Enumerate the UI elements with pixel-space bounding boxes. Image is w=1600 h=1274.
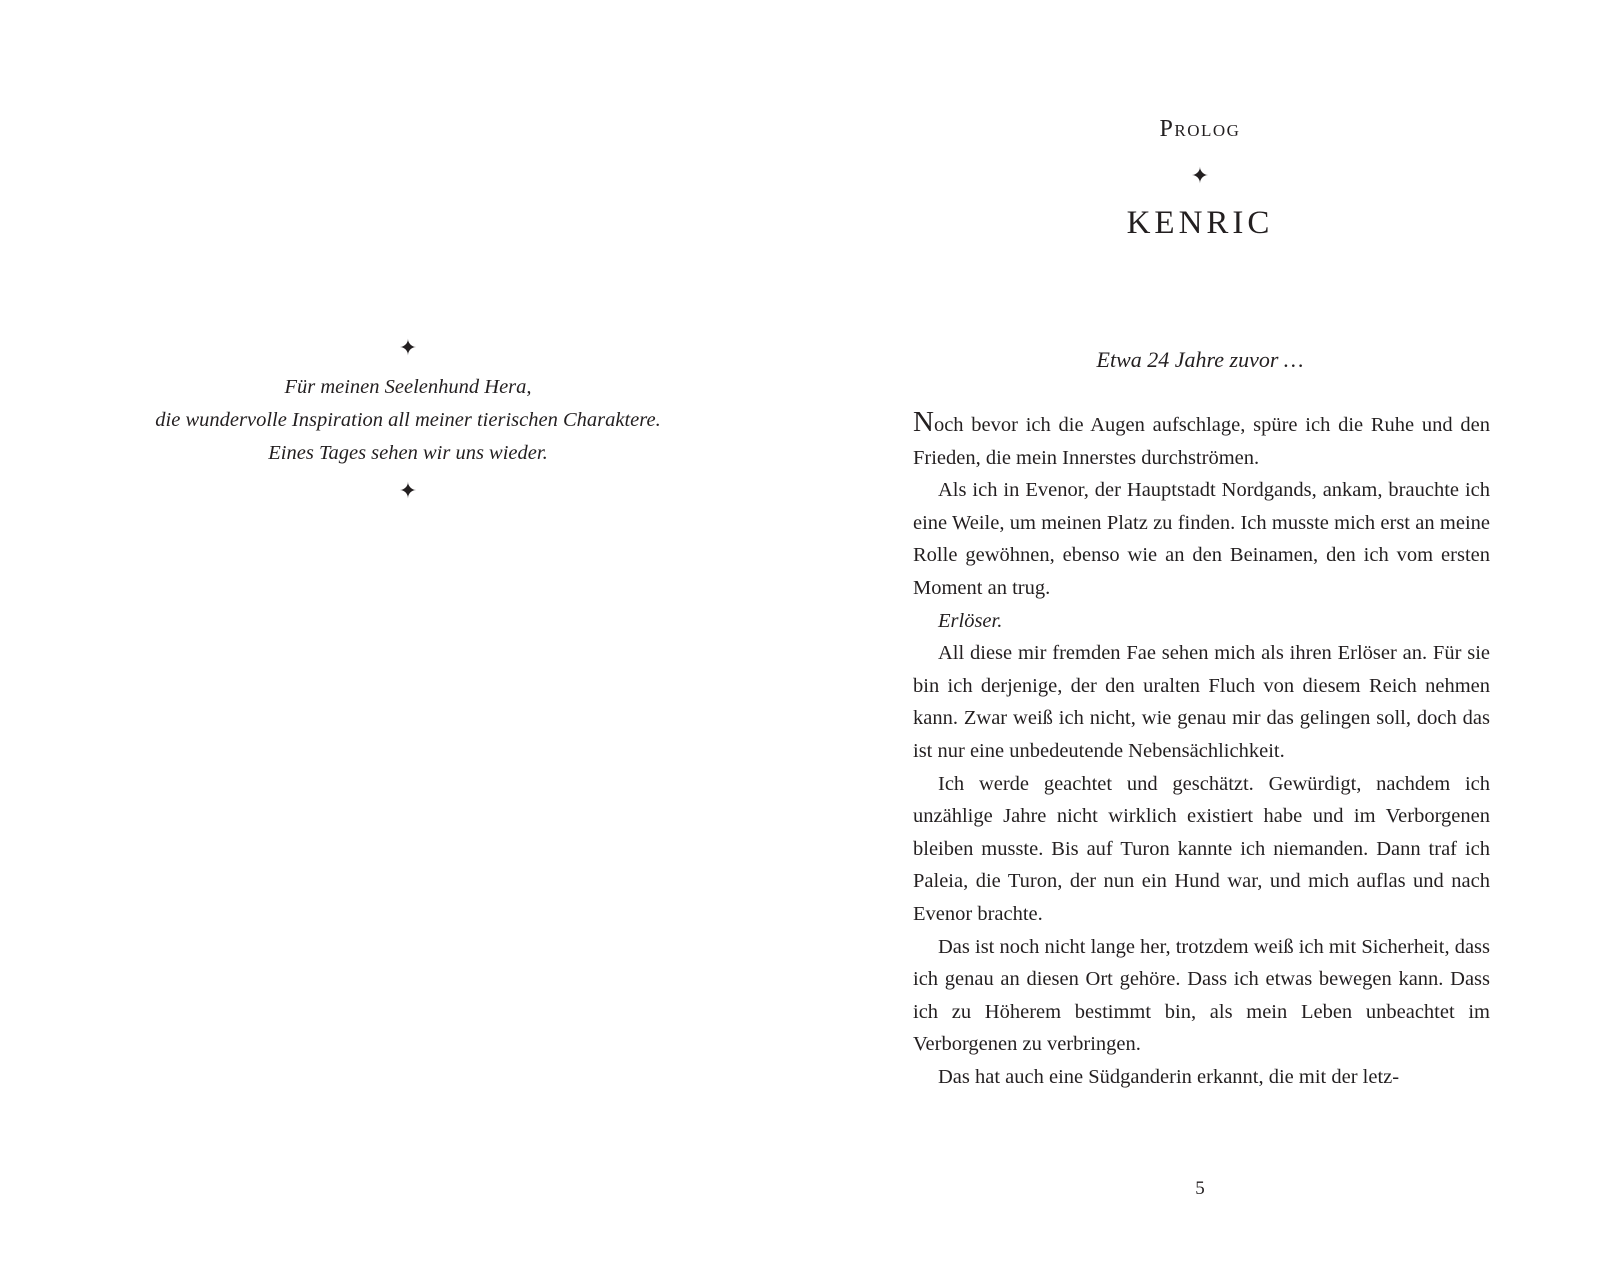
chapter-ornament	[996, 164, 1404, 190]
paragraph: Als ich in Evenor, der Hauptstadt Nordgands, ankam, brauchte ich eine Weile, um meinen Platz zu finden. Ich musste mich erst an meine Rolle gewöhnen, ebenso wie an den Beinamen, den ich vom ersten Moment an trug.	[913, 479, 1490, 599]
drop-cap: N	[913, 406, 934, 438]
four-point-star-icon: ✦	[1190, 164, 1210, 189]
paragraph: All diese mir fremden Fae sehen mich als ihren Erlöser an. Für sie bin ich derjenige, der den uralten Fluch von diesem Reich nehmen kann. Zwar weiß ich nicht, wie genau mir das gelingen soll, doch das ist nur eine unbedeutende Nebensächlichkeit.	[913, 642, 1490, 762]
paragraph: Das hat auch eine Südganderin erkannt, die mit der letz-	[938, 1065, 1400, 1088]
dedication-line: die wundervolle Inspiration all meiner tierischen Charaktere.	[155, 409, 661, 431]
chapter-subtitle: Etwa 24 Jahre zuvor …	[1096, 347, 1304, 372]
four-point-star-icon: ✦	[398, 336, 418, 361]
paragraph: Ich werde geachtet und geschätzt. Gewürdigt, nachdem ich unzählige Jahre nicht wirklich existiert habe und im Verborgenen bleiben musste. Bis auf Turon kannte ich niemanden. Dann traf ich Paleia, die Turon, der nun ein Hund war, und mich auflas und nach Evenor brachte.	[913, 772, 1490, 925]
paragraph: Erlöser.	[938, 609, 1003, 632]
dedication-text	[0, 371, 816, 470]
paragraph: Das ist noch nicht lange her, trotzdem weiß ich mit Sicherheit, dass ich genau an diesen Ort gehöre. Dass ich etwas bewegen kann. Dass ich zu Höherem bestimmt bin, als mein Leben unbeachtet im Verborgenen zu verbringen.	[913, 935, 1490, 1056]
paragraph-text: och bevor ich die Augen aufschlage, spüre ich die Ruhe und den Frieden, die mein Innerstes durchströmen.	[913, 414, 1490, 469]
dedication-line: Für meinen Seelenhund Hera,	[284, 376, 532, 398]
four-point-star-icon: ✦	[398, 479, 418, 504]
chapter-body	[913, 406, 1490, 1093]
paragraph	[913, 406, 1490, 474]
chapter-label: Prolog	[1159, 116, 1241, 142]
page-number: 5	[1195, 1178, 1205, 1199]
chapter-title: KENRIC	[1126, 205, 1274, 241]
dedication-line: Eines Tages sehen wir uns wieder.	[268, 442, 548, 464]
dedication	[0, 336, 816, 505]
